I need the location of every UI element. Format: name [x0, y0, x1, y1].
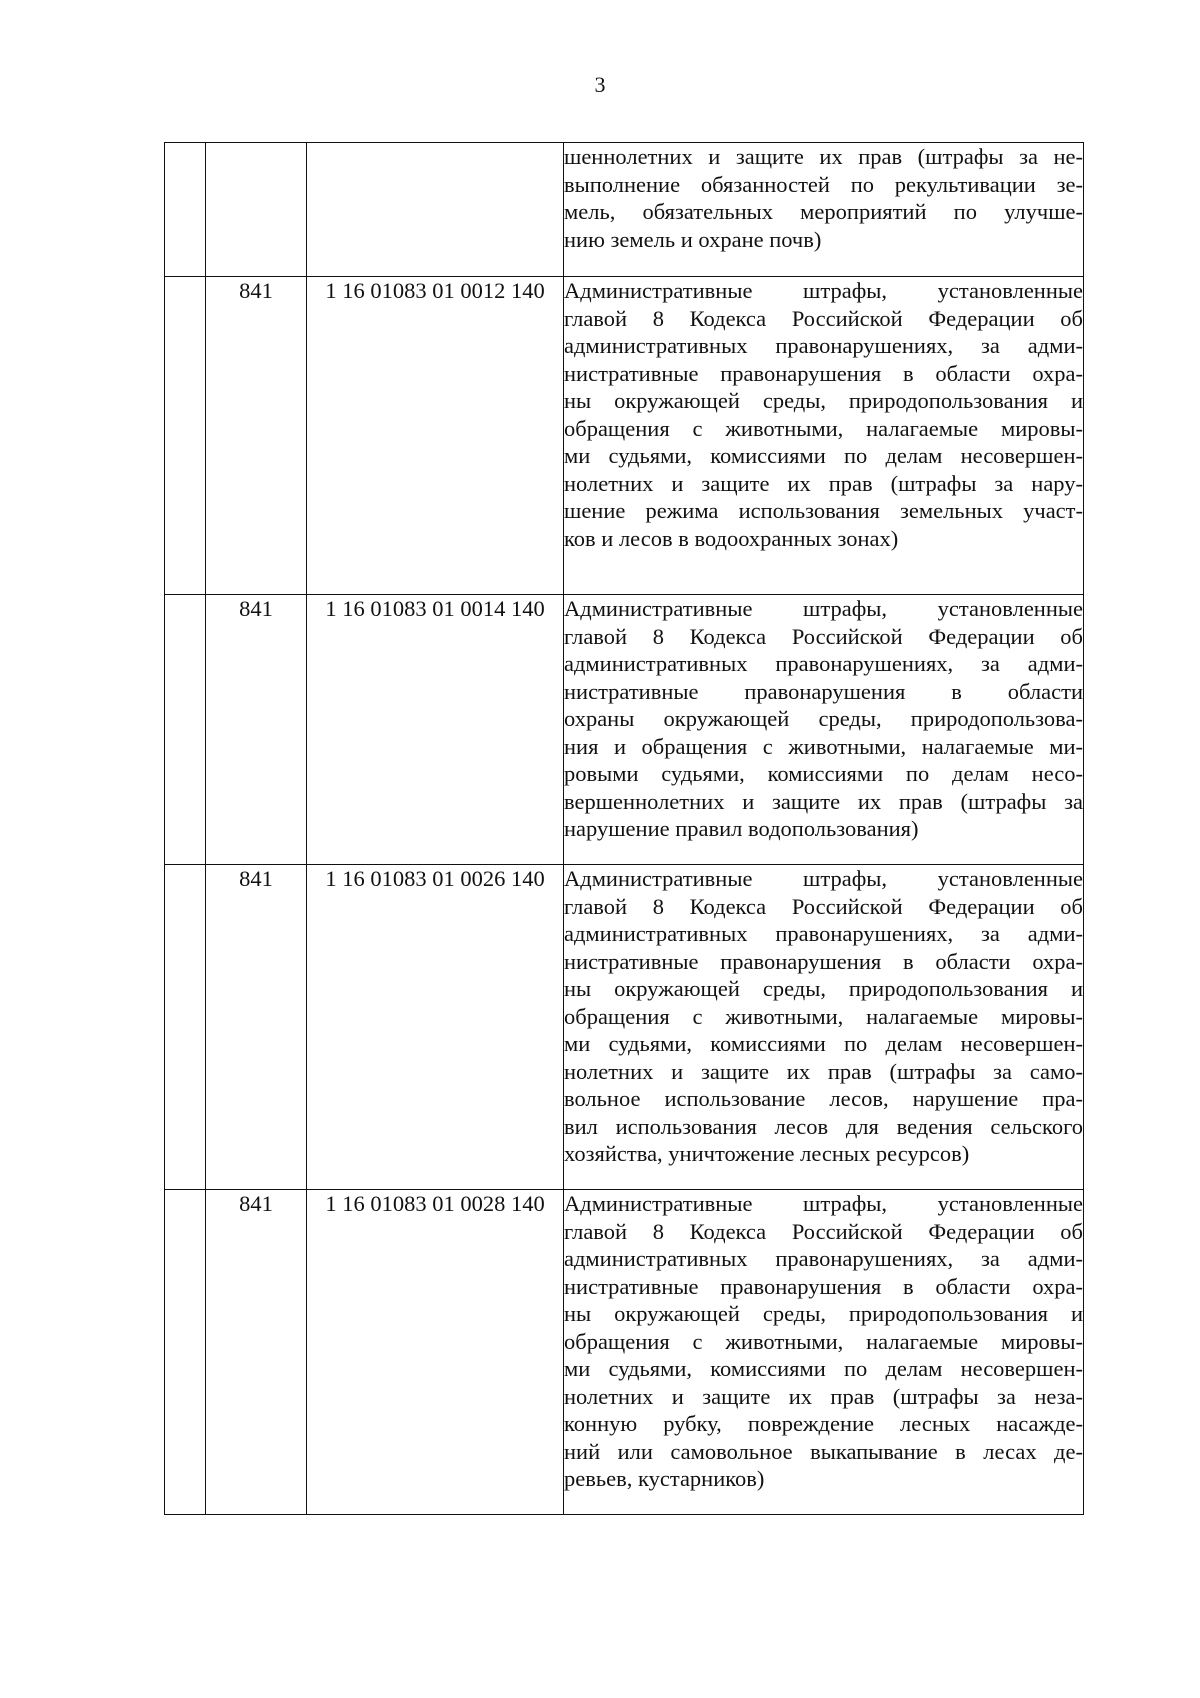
- admin-code-cell: 841: [206, 277, 307, 595]
- description-line: ровыми судьями, комиссиями по делам несо-: [564, 761, 1083, 786]
- description-line: нолетних и защите их прав (штрафы за неза-: [564, 1383, 1083, 1409]
- description-line: охраны окружающей среды, природопользова-: [564, 706, 1083, 731]
- description-line: административных правонарушениях, за адми-: [564, 1246, 1083, 1271]
- description-line: ми судьями, комиссиями по делам несовершен-: [564, 443, 1083, 468]
- description-line: обращения с животными, налагаемые мировы-: [564, 415, 1083, 441]
- description-line: вил использования лесов для ведения сельского: [564, 1113, 1083, 1139]
- description-cell: [564, 277, 1084, 595]
- budget-code-cell: 1 16 01083 01 0012 140: [307, 277, 564, 595]
- description-line: административных правонарушениях, за адми-: [564, 333, 1083, 358]
- description-line: вольное использование лесов, нарушение пра-: [564, 1086, 1083, 1111]
- page-number: 3: [594, 72, 606, 97]
- fines-table: [164, 142, 1084, 1515]
- description-line: Административные штрафы, установленные: [564, 278, 1083, 303]
- table-row: [165, 1190, 1084, 1515]
- description-line: ков и лесов в водоохранных зонах): [564, 525, 899, 551]
- description-line: ны окружающей среды, природопользования и: [564, 388, 1083, 413]
- description-cell: [564, 595, 1084, 865]
- description-line: ния и обращения с животными, налагаемые ми-: [564, 733, 1083, 759]
- description-line: нистративные правонарушения в области охра-: [564, 1273, 1083, 1299]
- budget-code-cell: 1 16 01083 01 0028 140: [307, 1190, 564, 1515]
- description-line: нолетних и защите их прав (штрафы за само-: [564, 1058, 1083, 1084]
- description-line: нистративные правонарушения в области охра-: [564, 948, 1083, 974]
- description-cell: [564, 865, 1084, 1190]
- description-line: ны окружающей среды, природопользования и: [564, 976, 1083, 1001]
- budget-code-cell: 1 16 01083 01 0014 140: [307, 595, 564, 865]
- description-line: Административные штрафы, установленные: [564, 596, 1083, 621]
- table-row: [165, 143, 1084, 277]
- empty-cell: [165, 277, 206, 595]
- description-line: нистративные правонарушения в области: [564, 678, 1083, 704]
- description-line: ревьев, кустарников): [564, 1466, 765, 1491]
- description-line: ний или самовольное выкапывание в лесах де-: [564, 1438, 1083, 1464]
- description-line: конную рубку, повреждение лесных насажде-: [564, 1411, 1083, 1436]
- description-line: шение режима использования земельных участ-: [564, 498, 1083, 523]
- table-row: [165, 277, 1084, 595]
- description-line: нарушение правил водопользования): [564, 816, 919, 841]
- description-cell: [564, 143, 1084, 277]
- description-line: административных правонарушениях, за адми-: [564, 651, 1083, 676]
- description-line: обращения с животными, налагаемые мировы-: [564, 1328, 1083, 1354]
- description-line: шеннолетних и защите их прав (штрафы за не-: [564, 144, 1083, 169]
- description-cell: [564, 1190, 1084, 1515]
- description-line: нию земель и охране почв): [564, 226, 822, 252]
- description-line: нистративные правонарушения в области охра-: [564, 360, 1083, 386]
- description-line: обращения с животными, налагаемые мировы-: [564, 1003, 1083, 1029]
- description-line: Административные штрафы, установленные: [564, 1191, 1083, 1216]
- description-line: ми судьями, комиссиями по делам несовершен-: [564, 1356, 1083, 1381]
- budget-code-cell: [307, 143, 564, 277]
- budget-code-cell: 1 16 01083 01 0026 140: [307, 865, 564, 1190]
- description-line: хозяйства, уничтожение лесных ресурсов): [564, 1141, 970, 1166]
- table-row: [165, 595, 1084, 865]
- description-line: ми судьями, комиссиями по делам несовершен-: [564, 1031, 1083, 1056]
- empty-cell: [165, 1190, 206, 1515]
- description-line: главой 8 Кодекса Российской Федерации об: [564, 1218, 1083, 1244]
- table-row: [165, 865, 1084, 1190]
- admin-code-cell: 841: [206, 865, 307, 1190]
- description-line: выполнение обязанностей по рекультивации зе-: [564, 171, 1083, 197]
- description-line: мель, обязательных мероприятий по улучше-: [564, 199, 1083, 224]
- admin-code-cell: [206, 143, 307, 277]
- description-line: Административные штрафы, установленные: [564, 866, 1083, 891]
- empty-cell: [165, 595, 206, 865]
- description-line: главой 8 Кодекса Российской Федерации об: [564, 893, 1083, 919]
- description-line: ны окружающей среды, природопользования и: [564, 1301, 1083, 1326]
- admin-code-cell: 841: [206, 595, 307, 865]
- description-line: вершеннолетних и защите их прав (штрафы за: [564, 788, 1083, 814]
- empty-cell: [165, 865, 206, 1190]
- description-line: нолетних и защите их прав (штрафы за нару-: [564, 470, 1083, 496]
- description-line: главой 8 Кодекса Российской Федерации об: [564, 305, 1083, 331]
- description-line: административных правонарушениях, за адми-: [564, 921, 1083, 946]
- description-line: главой 8 Кодекса Российской Федерации об: [564, 623, 1083, 649]
- admin-code-cell: 841: [206, 1190, 307, 1515]
- empty-cell: [165, 143, 206, 277]
